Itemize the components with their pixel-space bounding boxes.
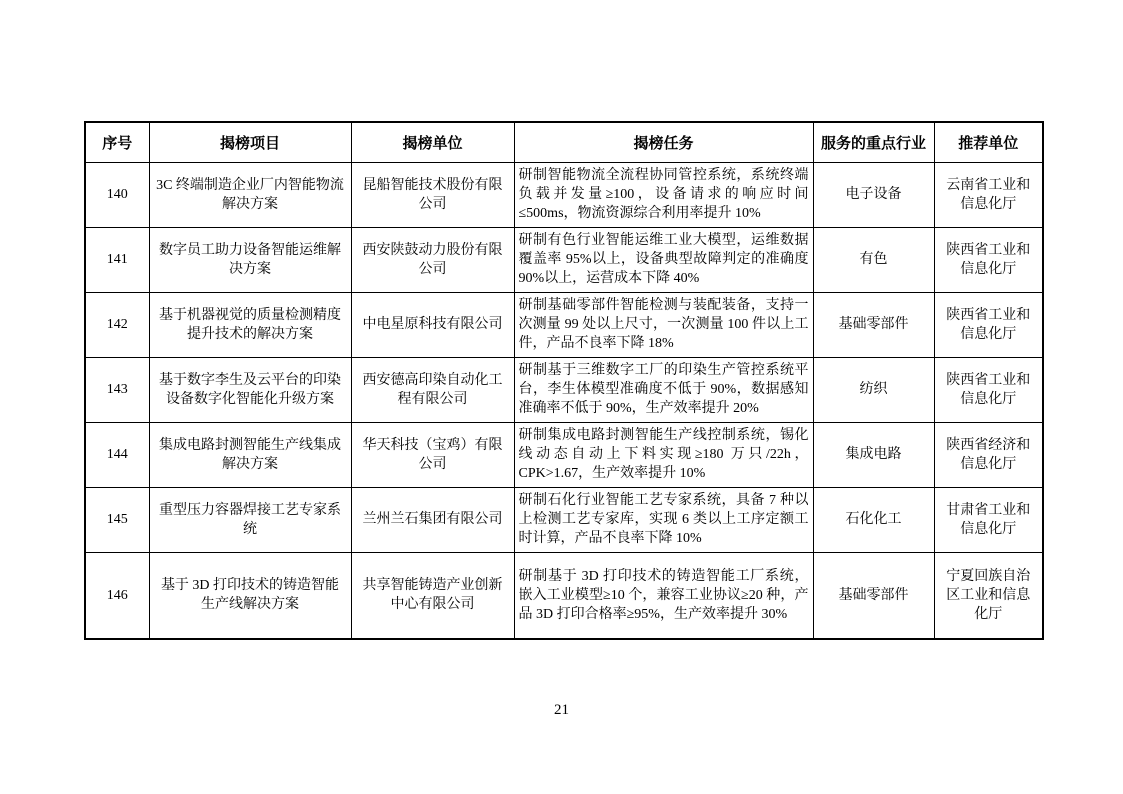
table-header-row: [85, 122, 1043, 162]
project-cell: 重型压力容器焊接工艺专家系统: [149, 487, 351, 552]
seq-cell: 144: [85, 422, 149, 487]
project-cell: 基于数字李生及云平台的印染设备数字化智能化升级方案: [149, 357, 351, 422]
industry-cell: 有色: [813, 227, 934, 292]
seq-cell: 143: [85, 357, 149, 422]
unit-cell: 中电星原科技有限公司: [351, 292, 514, 357]
table-row: [85, 487, 1043, 552]
table-row: [85, 357, 1043, 422]
seq-cell: 145: [85, 487, 149, 552]
project-cell: 基于 3D 打印技术的铸造智能生产线解决方案: [149, 552, 351, 639]
project-cell: 基于机器视觉的质量检测精度提升技术的解决方案: [149, 292, 351, 357]
page-number: 21: [554, 702, 569, 718]
header-project: 揭榜项目: [149, 122, 351, 162]
table-row: [85, 162, 1043, 227]
header-seq: 序号: [85, 122, 149, 162]
unit-cell: 共享智能铸造产业创新中心有限公司: [351, 552, 514, 639]
project-cell: 3C 终端制造企业厂内智能物流解决方案: [149, 162, 351, 227]
seq-cell: 146: [85, 552, 149, 639]
project-cell: 集成电路封测智能生产线集成解决方案: [149, 422, 351, 487]
industry-cell: 基础零部件: [813, 552, 934, 639]
unit-cell: 西安陕鼓动力股份有限公司: [351, 227, 514, 292]
header-unit: 揭榜单位: [351, 122, 514, 162]
award-projects-table: [84, 121, 1044, 640]
recommender-cell: 陕西省工业和信息化厅: [934, 227, 1043, 292]
recommender-cell: 陕西省工业和信息化厅: [934, 292, 1043, 357]
industry-cell: 电子设备: [813, 162, 934, 227]
seq-cell: 142: [85, 292, 149, 357]
table-row: [85, 292, 1043, 357]
recommender-cell: 宁夏回族自治区工业和信息化厅: [934, 552, 1043, 639]
header-industry: 服务的重点行业: [813, 122, 934, 162]
task-cell: 研制基于三维数字工厂的印染生产管控系统平台，李生体模型准确度不低于 90%，数据感知准确率不低于 90%，生产效率提升 20%: [514, 357, 813, 422]
recommender-cell: 云南省工业和信息化厅: [934, 162, 1043, 227]
recommender-cell: 陕西省经济和信息化厅: [934, 422, 1043, 487]
unit-cell: 西安德高印染自动化工程有限公司: [351, 357, 514, 422]
industry-cell: 基础零部件: [813, 292, 934, 357]
industry-cell: 纺织: [813, 357, 934, 422]
task-cell: 研制基础零部件智能检测与装配装备，支持一次测量 99 处以上尺寸，一次测量 100 件以上工件，产品不良率下降 18%: [514, 292, 813, 357]
task-cell: 研制石化行业智能工艺专家系统，具备 7 种以上检测工艺专家库，实现 6 类以上工序定额工时计算，产品不良率下降 10%: [514, 487, 813, 552]
table-row: [85, 422, 1043, 487]
industry-cell: 石化化工: [813, 487, 934, 552]
header-recommender: 推荐单位: [934, 122, 1043, 162]
task-cell: 研制基于 3D 打印技术的铸造智能工厂系统，嵌入工业模型≥10 个，兼容工业协议≥20 种，产品 3D 打印合格率≥95%，生产效率提升 30%: [514, 552, 813, 639]
seq-cell: 141: [85, 227, 149, 292]
header-task: 揭榜任务: [514, 122, 813, 162]
seq-cell: 140: [85, 162, 149, 227]
task-cell: 研制智能物流全流程协同管控系统，系统终端负载并发量≥100，设备请求的响应时间≤500ms，物流资源综合利用率提升 10%: [514, 162, 813, 227]
table-row: [85, 552, 1043, 639]
unit-cell: 昆船智能技术股份有限公司: [351, 162, 514, 227]
industry-cell: 集成电路: [813, 422, 934, 487]
unit-cell: 兰州兰石集团有限公司: [351, 487, 514, 552]
table-row: [85, 227, 1043, 292]
task-cell: 研制有色行业智能运维工业大模型，运维数据覆盖率 95%以上，设备典型故障判定的准确度 90%以上，运营成本下降 40%: [514, 227, 813, 292]
project-cell: 数字员工助力设备智能运维解决方案: [149, 227, 351, 292]
task-cell: 研制集成电路封测智能生产线控制系统，锡化线动态自动上下料实现≥180 万只/22h，CPK>1.67，生产效率提升 10%: [514, 422, 813, 487]
recommender-cell: 甘肃省工业和信息化厅: [934, 487, 1043, 552]
recommender-cell: 陕西省工业和信息化厅: [934, 357, 1043, 422]
unit-cell: 华天科技（宝鸡）有限公司: [351, 422, 514, 487]
